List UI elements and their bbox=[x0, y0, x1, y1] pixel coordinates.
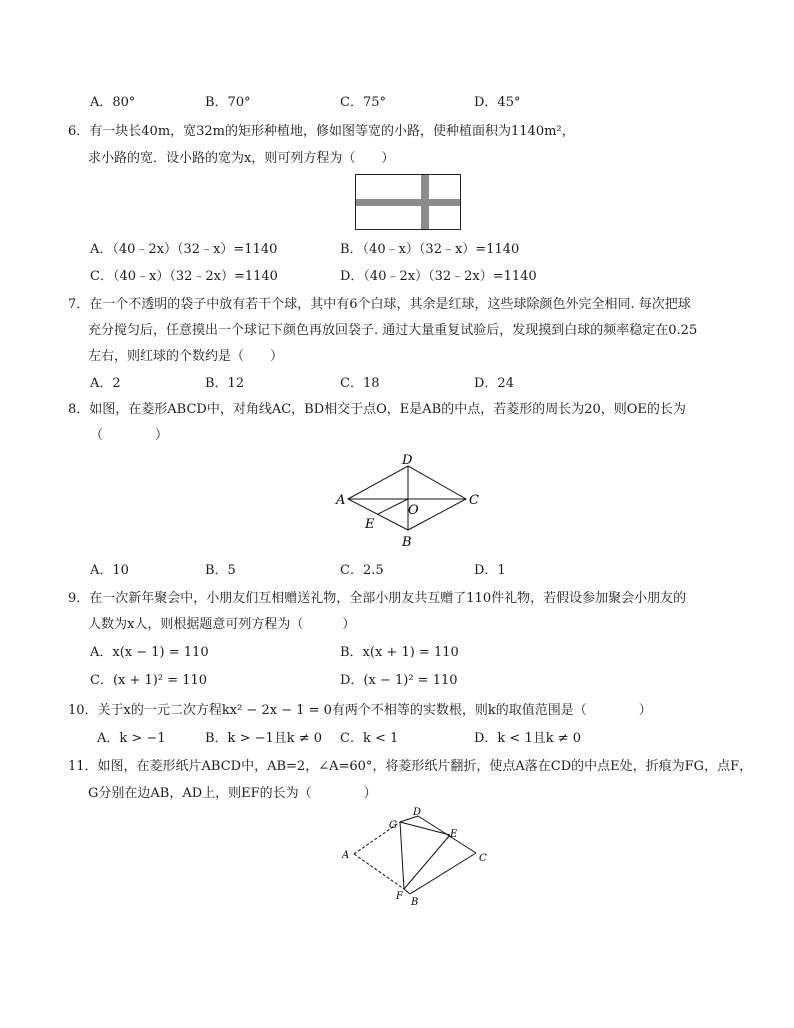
q8-label-o: O bbox=[408, 503, 419, 518]
q8-stem-line1: 8．如图，在菱形ABCD中，对角线AC，BD相交于点O，E是AB的中点，若菱形的周长为20，则OE的长为 bbox=[68, 402, 686, 417]
q8-option-c: C．2.5 bbox=[340, 563, 384, 578]
q11-label-b: B bbox=[411, 897, 419, 908]
q5-option-a: A．80° bbox=[90, 95, 136, 110]
q11-stem-line1: 11．如图，在菱形纸片ABCD中，AB=2，∠A=60°，将菱形纸片翻折，使点A落在CD的中点E处，折痕为FG，点F， bbox=[68, 759, 753, 774]
q6-option-b: B．（40﹣x）（32﹣x）=1140 bbox=[340, 242, 520, 257]
q11-label-e: E bbox=[450, 829, 458, 840]
q10-stem: 10．关于x的一元二次方程kx² − 2x − 1 = 0有两个不相等的实数根，则k的取值范围是（ ） bbox=[68, 703, 652, 718]
q8-option-a: A．10 bbox=[90, 563, 129, 578]
q8-label-c: C bbox=[469, 493, 479, 508]
q9-stem-line2: 人数为x人，则根据题意可列方程为（ ） bbox=[88, 617, 356, 632]
q5-option-b: B．70° bbox=[205, 95, 251, 110]
q6-stem-line1: 6．有一块长40m，宽32m的矩形种植地，修如图等宽的小路，使种植面积为1140m²， bbox=[68, 124, 575, 139]
q8-label-b: B bbox=[402, 535, 412, 550]
q11-label-c: C bbox=[479, 853, 487, 864]
q7-option-c: C．18 bbox=[340, 376, 380, 391]
q11-figure-folded-rhombus bbox=[338, 806, 498, 906]
q8-option-b: B．5 bbox=[205, 563, 236, 578]
q7-option-b: B．12 bbox=[205, 376, 245, 391]
q6-figure-field-with-paths bbox=[355, 174, 461, 230]
q11-label-f: F bbox=[396, 891, 403, 902]
q10-option-c: C．k < 1 bbox=[340, 731, 399, 746]
q8-option-d: D．1 bbox=[474, 563, 506, 578]
q10-option-b: B．k > −1且k ≠ 0 bbox=[205, 731, 323, 746]
q6-option-c: C．（40﹣x）（32﹣2x）=1140 bbox=[90, 269, 278, 284]
q8-label-d: D bbox=[402, 453, 413, 468]
q6-option-a: A．（40﹣2x）（32﹣x）=1140 bbox=[90, 242, 278, 257]
q9-stem-line1: 9．在一次新年聚会中，小朋友们互相赠送礼物，全部小朋友共互赠了110件礼物，若假设参加聚会小朋友的 bbox=[68, 591, 687, 606]
q9-option-a: A．x(x − 1) = 110 bbox=[90, 645, 209, 660]
q10-option-d: D．k < 1且k ≠ 0 bbox=[474, 731, 582, 746]
q6-stem-line2: 求小路的宽．设小路的宽为x，则可列方程为（ ） bbox=[88, 151, 395, 166]
q8-label-a: A bbox=[336, 493, 346, 508]
q11-label-a: A bbox=[342, 850, 350, 861]
q11-label-d: D bbox=[413, 807, 422, 818]
q10-option-a: A．k > −1 bbox=[97, 731, 166, 746]
q6-option-d: D．（40﹣2x）（32﹣2x）=1140 bbox=[340, 269, 537, 284]
q9-option-b: B．x(x + 1) = 110 bbox=[340, 645, 459, 660]
q11-stem-line2: G分别在边AB，AD上，则EF的长为（ ） bbox=[88, 786, 377, 801]
q8-figure-rhombus bbox=[330, 450, 490, 550]
q7-stem-line1: 7．在一个不透明的袋子中放有若干个球，其中有6个白球，其余是红球，这些球除颜色外完全相同. 每次把球 bbox=[68, 297, 691, 312]
q9-option-c: C．(x + 1)² = 110 bbox=[90, 673, 208, 688]
q5-option-c: C．75° bbox=[340, 95, 386, 110]
q5-option-d: D．45° bbox=[474, 95, 521, 110]
q7-option-a: A．2 bbox=[90, 376, 121, 391]
q7-stem-line2: 充分搅匀后，任意摸出一个球记下颜色再放回袋子. 通过大量重复试验后，发现摸到白球的频率稳定在0.25 bbox=[88, 323, 698, 338]
q8-label-e: E bbox=[365, 517, 375, 532]
q7-stem-line3: 左右，则红球的个数约是（ ） bbox=[88, 349, 284, 364]
q8-stem-line2: （ ） bbox=[90, 428, 169, 443]
q9-option-d: D．(x − 1)² = 110 bbox=[340, 673, 458, 688]
q11-label-g: G bbox=[389, 820, 397, 831]
q7-option-d: D．24 bbox=[474, 376, 514, 391]
